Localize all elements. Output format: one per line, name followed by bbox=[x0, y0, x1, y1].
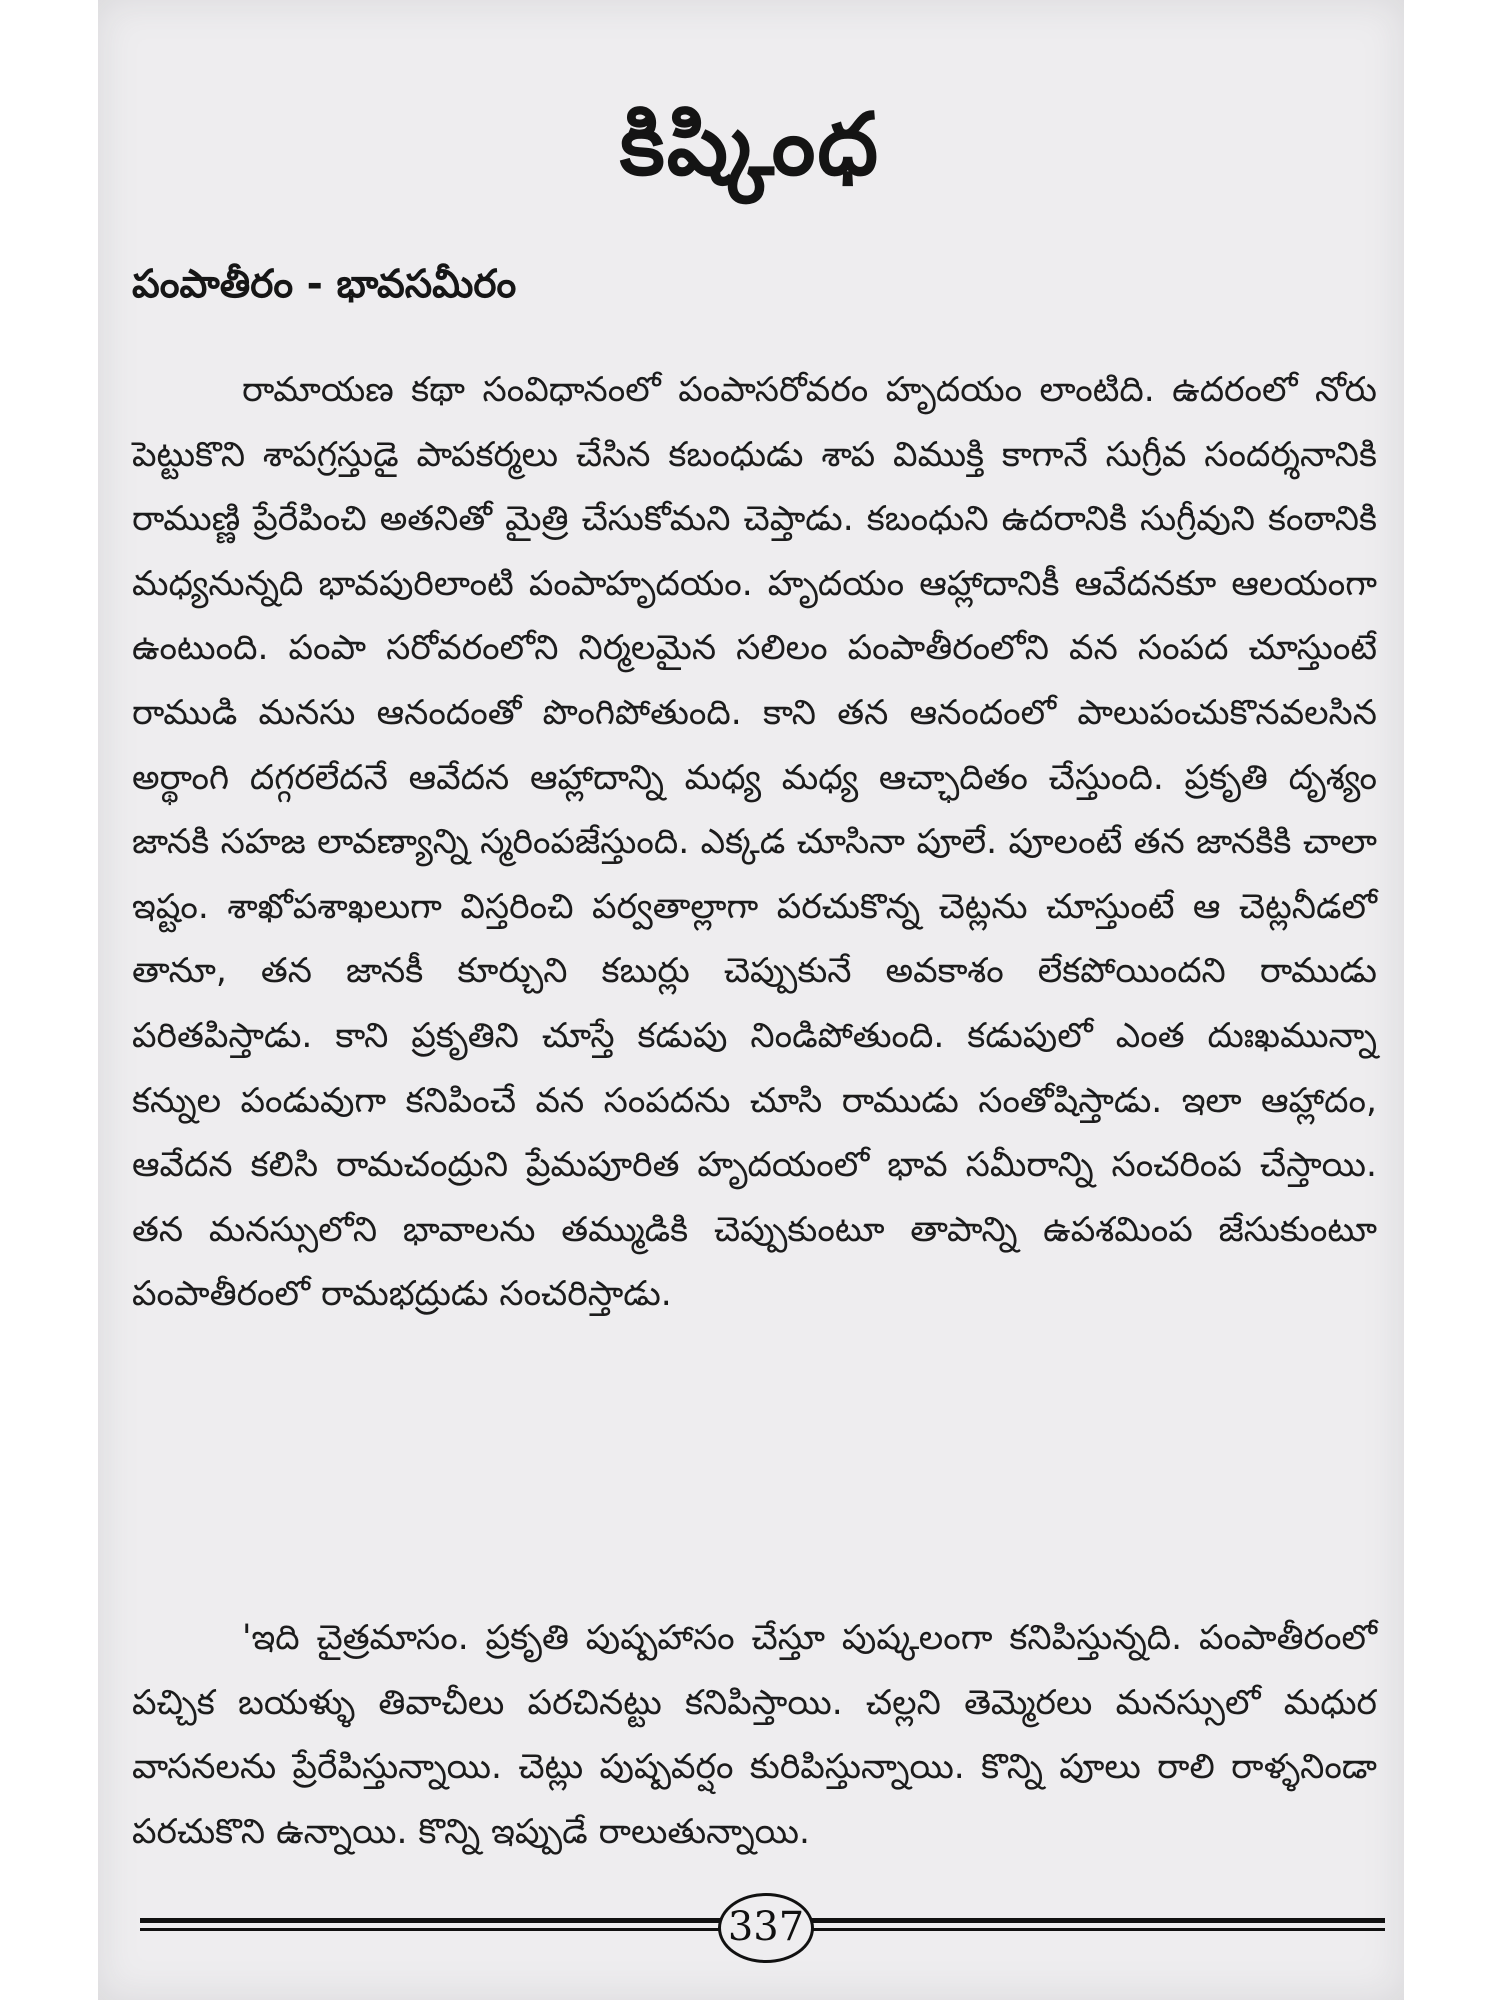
body-paragraph-2: 'ఇది చైత్రమాసం. ప్రకృతి పుష్పహాసం చేస్తూ పుష్కలంగా కనిపిస్తున్నది. పంపాతీరంలో పచ్చిక బయళ్ళు తివాచీలు పరచినట్టు కనిపిస్తాయి. చల్లని తెమ్మెరలు మనస్సులో మధుర వాసనలను ప్రేరేపిస్తున్నాయి. చెట్లు పుష్పవర్షం కురిపిస్తున్నాయి. కొన్ని పూలు రాలి రాళ్ళనిండా పరచుకొని ఉన్నాయి. కొన్ని ఇప్పుడే రాలుతున్నాయి. bbox=[132, 1618, 1377, 1852]
body-paragraph-1: రామాయణ కథా సంవిధానంలో పంపాసరోవరం హృదయం లాంటిది. ఉదరంలో నోరు పెట్టుకొని శాపగ్రస్తుడై పాపకర్మలు చేసిన కబంధుడు శాప విముక్తి కాగానే సుగ్రీవ సందర్శనానికి రాముణ్ణి ప్రేరేపించి అతనితో మైత్రి చేసుకోమని చెప్తాడు. కబంధుని ఉదరానికి సుగ్రీవుని కంఠానికి మధ్యనున్నది భావపురిలాంటి పంపాహృదయం. హృదయం ఆహ్లాదానికీ ఆవేదనకూ ఆలయంగా ఉంటుంది. పంపా సరోవరంలోని నిర్మలమైన సలిలం పంపాతీరంలోని వన సంపద చూస్తుంటే రాముడి మనసు ఆనందంతో పొంగిపోతుంది. కాని తన ఆనందంలో పాలుపంచుకొనవలసిన అర్థాంగి దగ్గరలేదనే ఆవేదన ఆహ్లాదాన్ని మధ్య మధ్య ఆచ్ఛాదితం చేస్తుంది. ప్రకృతి దృశ్యం జానకి సహజ లావణ్యాన్ని స్మరింపజేస్తుంది. ఎక్కడ చూసినా పూలే. పూలంటే తన జానకికి చాలా ఇష్టం. శాఖోపశాఖలుగా విస్తరించి పర్వతాల్లాగా పరచుకొన్న చెట్లను చూస్తుంటే ఆ చెట్లనీడలో తానూ, తన జానకీ కూర్చుని కబుర్లు చెప్పుకునే అవకాశం లేకపోయిందని రాముడు పరితపిస్తాడు. కాని ప్రకృతిని చూస్తే కడుపు నిండిపోతుంది. కడుపులో ఎంత దుఃఖమున్నా కన్నుల పండువుగా కనిపించే వన సంపదను చూసి రాముడు సంతోషిస్తాడు. ఇలా ఆహ్లాదం, ఆవేదన కలిసి రామచంద్రుని ప్రేమపూరిత హృదయంలో భావ సమీరాన్ని సంచరింప చేస్తాయి. తన మనస్సులోని భావాలను తమ్ముడికి చెప్పుకుంటూ తాపాన్ని ఉపశమింప జేసుకుంటూ పంపాతీరంలో రామభద్రుడు సంచరిస్తాడు. bbox=[132, 370, 1377, 1315]
page-number: 337 bbox=[718, 1893, 814, 1963]
chapter-title: కిష్కింధ bbox=[619, 95, 881, 195]
section-heading: పంపాతీరం - భావసమీరం bbox=[132, 262, 517, 307]
